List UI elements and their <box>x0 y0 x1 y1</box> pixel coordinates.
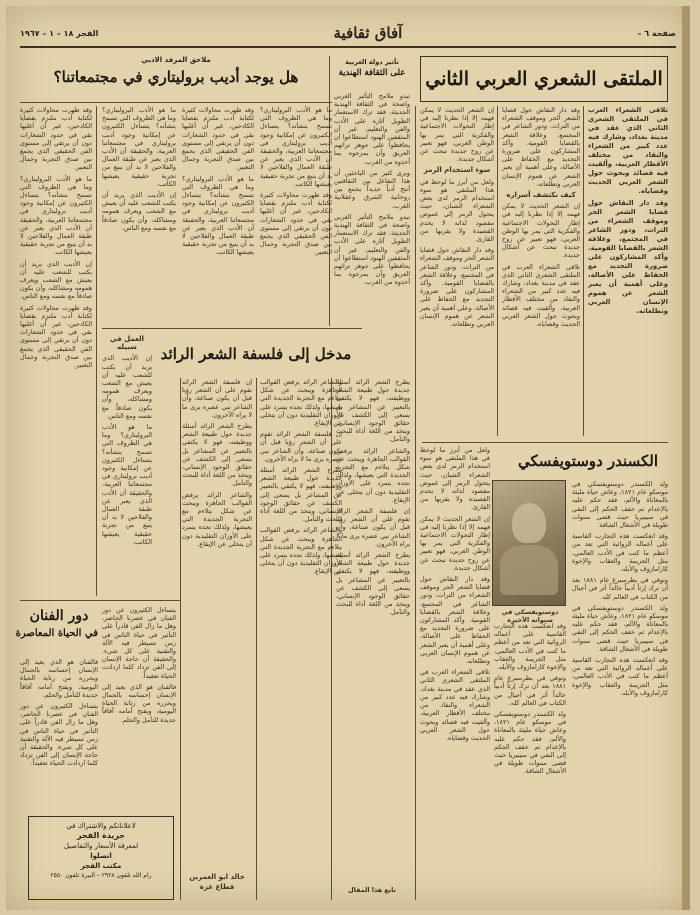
proletarian-body-col-2: وقد ظهرت محاولات كثيرة لكتابة أدب ملتزم بقضايا الكادحين، غير أن أغلبها بقي في حدود الشعارات دون أن يرتقي إلى مستوى الفن الحقيقي الذي يجمع بين صدق التجربة وجمال التعبير. ما هو الأدب البروليتاري؟ وما هي الظروف التي تسمح بنشأته؟ يتساءل الكثيرون عن إمكانية وجود أديب بروليتاري في مجتمعاتنا العربية، والحقيقة أن الأدب الذي يعبر عن طبقة العمال والفلاحين لا بد أن ينبع من تجربة حقيقية يعيشها الكاتب. <box>182 106 254 257</box>
page-number: صفحة ٦ – <box>637 28 676 38</box>
newspaper-page <box>6 6 690 910</box>
artist-role-headline-2: في الحياة المعاصرة <box>15 628 98 639</box>
proletarian-headline: هل يوجد أديب بروليتاري في مجتمعاتنا؟ <box>53 68 299 86</box>
proletarian-body-col-5: العمل في سبيله إن الأديب الذي يريد أن يكتب للشعب عليه أن يعيش مع الشعب ويعرف همومه ومشاكله، وأن يكون صادقاً مع نفسه ومع الناس. ما هو الأدب البروليتاري؟ وما هي الظروف التي تسمح بنشأته؟ يتساءل الكثيرون عن إمكانية وجود أديب بروليتاري في مجتمعاتنا العربية، والحقيقة أن الأدب الذي يعبر عن طبقة العمال والفلاحين لا بد أن ينبع من تجربة حقيقية يعيشها الكاتب. <box>102 335 152 546</box>
poetry-subhead-secrets: كيف نكتشف أسراره <box>506 191 576 200</box>
ad-line-1: لاعلاناتكم والاشتراك في <box>66 822 136 830</box>
artist-role-headline-box <box>15 606 98 654</box>
dostoevsky-headline: الكسندر دوستويفسكي <box>518 452 658 470</box>
byline-location: قطاع غزة <box>199 883 235 891</box>
proletarian-body-col-4: وقد ظهرت محاولات كثيرة لكتابة أدب ملتزم بقضايا الكادحين، غير أن أغلبها بقي في حدود الشعارات دون أن يرتقي إلى مستوى الفن الحقيقي الذي يجمع بين صدق التجربة وجمال التعبير. ما هو الأدب البروليتاري؟ وما هي الظروف التي تسمح بنشأته؟ يتساءل الكثيرون عن إمكانية وجود أديب بروليتاري في مجتمعاتنا العربية، والحقيقة أن الأدب الذي يعبر عن طبقة العمال والفلاحين لا بد أن ينبع من تجربة حقيقية يعيشها الكاتب. إن الأديب الذي يريد أن يكتب للشعب عليه أن يعيش مع الشعب ويعرف همومه ومشاكله، وأن يكون صادقاً مع نفسه ومع الناس. وقد ظهرت محاولات كثيرة لكتابة أدب ملتزم بقضايا الكادحين، غير أن أغلبها بقي في حدود الشعارات دون أن يرتقي إلى مستوى الفن الحقيقي الذي يجمع بين صدق التجربة وجمال التعبير. <box>20 106 92 370</box>
artist-role-body-col-1: يتساءل الكثيرون عن دور الفنان في عصرنا الحاضر، وهل ما زال الفن قادراً على التأثير في حياة الناس في زمن تسيطر فيه الآلة والتقنية على كل شيء. والحقيقة أن حاجة الإنسان إلى الفن تزداد كلما ازدادت الحياة تعقيداً. فالفنان هو الذي يعيد إلى الإنسان إحساسه بالجمال ويحرره من رتابة الحياة اليومية، ويفتح أمامه آفاقاً جديدة للتأمل والحلم. <box>102 606 176 724</box>
newspaper-advertisement-box <box>28 816 174 900</box>
issue-date: الفجر ١٨ – ١ – ١٩٦٧ <box>20 28 99 38</box>
section-title: آفاق ثقافية <box>333 24 403 42</box>
proletarian-body-col-1: ما هو الأدب البروليتاري؟ وما هي الظروف التي تسمح بنشأته؟ يتساءل الكثيرون عن إمكانية وجود أديب بروليتاري في مجتمعاتنا العربية، والحقيقة أن الأدب الذي يعبر عن طبقة العمال والفلاحين لا بد أن ينبع من تجربة حقيقية يعيشها الكاتب. وقد ظهرت محاولات كثيرة لكتابة أدب ملتزم بقضايا الكادحين، غير أن أغلبها بقي في حدود الشعارات دون أن يرتقي إلى مستوى الفن الحقيقي الذي يجمع بين صدق التجربة وجمال التعبير. <box>260 106 332 257</box>
ad-line-6-7: رام الله تلفون ٢٩٢٨ – البيرة تلفون ٢٥٥٠ <box>50 872 152 879</box>
proletarian-writer-headline-box <box>20 56 332 100</box>
ad-line-5: مكتب الفجر <box>80 862 122 870</box>
proletarian-body-col-3: ما هو الأدب البروليتاري؟ وما هي الظروف التي تسمح بنشأته؟ يتساءل الكثيرون عن إمكانية وجود أديب بروليتاري في مجتمعاتنا العربية، والحقيقة أن الأدب الذي يعبر عن طبقة العمال والفلاحين لا بد أن ينبع من تجربة حقيقية يعيشها الكاتب. إن الأديب الذي يريد أن يكتب للشعب عليه أن يعيش مع الشعب ويعرف همومه ومشاكله، وأن يكون صادقاً مع نفسه ومع الناس. <box>102 106 176 232</box>
proletarian-kicker: ملاحق المرفد الادبي <box>141 56 211 64</box>
philosophy-body-col-2: والشاعر الرائد يرفض القوالب الجاهزة ويبحث عن شكل يتلاءم مع التجربة الجديدة التي يعيشها، ولذلك نجده يتمرد على الأوزان التقليدية دون أن يتخلى عن الإيقاع. إن فلسفة الشعر الرائد تقوم على أن الشعر رؤيا قبل أن يكون صناعة، وأن الشاعر نبي عصره يرى ما لا يراه الآخرون. يطرح الشعر الرائد أسئلة جديدة حول طبيعة الشعر ووظيفته، فهو لا يكتفي بالتعبير عن المشاعر بل يسعى إلى الكشف عن حقائق الوجود الإنساني، ويتخذ من اللغة أداة للبحث والتأمل. والشاعر الرائد يرفض القوالب الجاهزة ويبحث عن شكل يتلاءم مع التجربة الجديدة التي يعيشها، ولذلك نجده يتمرد على الأوزان التقليدية دون أن يتخلى عن الإيقاع. <box>260 378 342 576</box>
byline-author <box>182 872 252 898</box>
indian-culture-body: تبدو ملامح التأثير الغربي واضحة في الثقافة الهندية الحديثة، فقد ترك الاستعمار الطويل آثاره على الأدب والفن والتعليم، غير أن المثقفين الهنود استطاعوا أن يحافظوا على جوهر تراثهم العريق وأن يمزجوه بما أخذوه من الغرب. ويرى كثير من الباحثين أن هذا التفاعل بين الثقافتين أنتج أدباً جديداً يجمع بين روحانية الشرق وعقلانية الغرب. تبدو ملامح التأثير الغربي واضحة في الثقافة الهندية الحديثة، فقد ترك الاستعمار الطويل آثاره على الأدب والفن والتعليم، غير أن المثقفين الهنود استطاعوا أن يحافظوا على جوهر تراثهم العريق وأن يمزجوه بما أخذوه من الغرب. <box>334 92 410 287</box>
philosophy-body-col-1: يطرح الشعر الرائد أسئلة جديدة حول طبيعة الشعر ووظيفته، فهو لا يكتفي بالتعبير عن المشاعر بل يسعى إلى الكشف عن حقائق الوجود الإنساني، ويتخذ من اللغة أداة للبحث والتأمل. والشاعر الرائد يرفض القوالب الجاهزة ويبحث عن شكل يتلاءم مع التجربة الجديدة التي يعيشها، ولذلك نجده يتمرد على الأوزان التقليدية دون أن يتخلى عن الإيقاع. إن فلسفة الشعر الرائد تقوم على أن الشعر رؤيا قبل أن يكون صناعة، وأن الشاعر نبي عصره يرى ما لا يراه الآخرون. يطرح الشعر الرائد أسئلة جديدة حول طبيعة الشعر ووظيفته، فهو لا يكتفي بالتعبير عن المشاعر بل يسعى إلى الكشف عن حقائق الوجود الإنساني، ويتخذ من اللغة أداة للبحث والتأمل. <box>336 378 410 617</box>
footer-continuation-note: تابع هذا المقال <box>348 886 396 894</box>
dostoevsky-body-col-1: ولد الكسندر دوستويفسكي في موسكو عام ١٨٢١، وعاش حياة مليئة بالمعاناة والألم، فقد حكم عليه بالإعدام ثم خفف الحكم إلى النفي في سيبيريا حيث قضى سنوات طويلة في الأشغال الشاقة. وقد انعكست هذه التجارب القاسية على أعماله الروائية التي تعد من أعظم ما كتب في الأدب العالمي، مثل الجريمة والعقاب والإخوة كارامازوف والأبله. وتوفي في بطرسبرغ عام ١٨٨١ بعد أن ترك إرثاً أدبياً خالداً أثر في أجيال من الكتاب في العالم كله. ولد الكسندر دوستويفسكي في موسكو عام ١٨٢١، وعاش حياة مليئة بالمعاناة والألم، فقد حكم عليه بالإعدام ثم خفف الحكم إلى النفي في سيبيريا حيث قضى سنوات طويلة في الأشغال الشاقة. وقد انعكست هذه التجارب القاسية على أعماله الروائية التي تعد من أعظم ما كتب في الأدب العالمي، مثل الجريمة والعقاب والإخوة كارامازوف والأبله. <box>572 480 668 697</box>
ad-line-6: رام الله تلفون ٢٩٢٨ <box>101 872 152 879</box>
proletarian-subhead: العمل في سبيله <box>109 335 145 352</box>
poetry-conference-body-col-2: وقد دار النقاش حول قضايا الشعر الحر وموقف الشعراء من التراث، ودور الشاعر في المجتمع، وعلاقة الشعر بالقضايا القومية. وأكد المشاركون على ضرورة التجديد مع الحفاظ على الأصالة، وعلى أهمية أن يعبر الشعر عن هموم الإنسان العربي وتطلعاته. كيف نكتشف أسراره إن الشعر الحديث لا يمكن فهمه إلا إذا نظرنا إليه في إطار التحولات الاجتماعية والفكرية التي يمر بها الوطن العربي، فهو تعبير عن روح جديدة تبحث عن أشكال جديدة. تلاقى الشعراء العرب في الملتقى الشعري الثاني الذي عقد في مدينة بغداد، وشارك فيه عدد كبير من الشعراء والنقاد من مختلف الأقطار العربية، وألقيت فيه قصائد وبحوث حول الشعر العربي الحديث وقضاياه. <box>502 106 580 329</box>
poetry-conference-headline-box <box>420 56 668 102</box>
artist-role-body-col-2: فالفنان هو الذي يعيد إلى الإنسان إحساسه بالجمال ويحرره من رتابة الحياة اليومية، ويفتح أمامه آفاقاً جديدة للتأمل والحلم. يتساءل الكثيرون عن دور الفنان في عصرنا الحاضر، وهل ما زال الفن قادراً على التأثير في حياة الناس في زمن تسيطر فيه الآلة والتقنية على كل شيء. والحقيقة أن حاجة الإنسان إلى الفن تزداد كلما ازدادت الحياة تعقيداً. <box>20 658 98 768</box>
dostoevsky-photo-caption: دوستويفسكي في سنواته الأخيرة <box>501 608 559 625</box>
poetry-conference-body-col-4: ولعل من أبرز ما لوحظ في هذا الملتقى هو سوء استخدام الرمز لدى بعض الشعراء الشبان، حيث يتحول الرمز إلى غموض مقصود لذاته لا يخدم القصيدة ولا يقربها من القارئ. إن الشعر الحديث لا يمكن فهمه إلا إذا نظرنا إليه في إطار التحولات الاجتماعية والفكرية التي يمر بها الوطن العربي، فهو تعبير عن روح جديدة تبحث عن أشكال جديدة. وقد دار النقاش حول قضايا الشعر الحر وموقف الشعراء من التراث، ودور الشاعر في المجتمع، وعلاقة الشعر بالقضايا القومية. وأكد المشاركون على ضرورة التجديد مع الحفاظ على الأصالة، وعلى أهمية أن يعبر الشعر عن هموم الإنسان العربي وتطلعاته. تلاقى الشعراء العرب في الملتقى الشعري الثاني الذي عقد في مدينة بغداد، وشارك فيه عدد كبير من الشعراء والنقاد من مختلف الأقطار العربية، وألقيت فيه قصائد وبحوث حول الشعر العربي الحديث وقضاياه. <box>420 446 490 742</box>
page-binding-edge <box>682 6 690 910</box>
poetry-conference-lead: تلاقى الشعراء العرب في الملتقى الشعري الثاني الذي عقد في مدينة بغداد، وشارك فيه عدد كبير من الشعراء والنقاد من مختلف الأقطار العربية، وألقيت فيه قصائد وبحوث حول الشعر العربي الحديث وقضاياه. وقد دار النقاش حول قضايا الشعر الحر وموقف الشعراء من التراث، ودور الشاعر في المجتمع، وعلاقة الشعر بالقضايا القومية. وأكد المشاركون على ضرورة التجديد مع الحفاظ على الأصالة، وعلى أهمية أن يعبر الشعر عن هموم الإنسان العربي وتطلعاته. <box>588 106 668 315</box>
poetry-conference-body-col-3: إن الشعر الحديث لا يمكن فهمه إلا إذا نظرنا إليه في إطار التحولات الاجتماعية والفكرية التي يمر بها الوطن العربي، فهو تعبير عن روح جديدة تبحث عن أشكال جديدة. سوء استخدام الرمز ولعل من أبرز ما لوحظ في هذا الملتقى هو سوء استخدام الرمز لدى بعض الشعراء الشبان، حيث يتحول الرمز إلى غموض مقصود لذاته لا يخدم القصيدة ولا يقربها من القارئ. وقد دار النقاش حول قضايا الشعر الحر وموقف الشعراء من التراث، ودور الشاعر في المجتمع، وعلاقة الشعر بالقضايا القومية. وأكد المشاركون على ضرورة التجديد مع الحفاظ على الأصالة، وعلى أهمية أن يعبر الشعر عن هموم الإنسان العربي وتطلعاته. <box>420 106 494 329</box>
philosophy-headline: مدخل إلى فلسفة الشعر الرائد <box>160 345 352 363</box>
dostoevsky-portrait-photo <box>492 480 566 606</box>
dostoevsky-body-col-2: وقد انعكست هذه التجارب القاسية على أعماله الروائية التي تعد من أعظم ما كتب في الأدب العالمي، مثل الجريمة والعقاب والإخوة كارامازوف والأبله. وتوفي في بطرسبرغ عام ١٨٨١ بعد أن ترك إرثاً أدبياً خالداً أثر في أجيال من الكتاب في العالم كله. ولد الكسندر دوستويفسكي في موسكو عام ١٨٢١، وعاش حياة مليئة بالمعاناة والألم، فقد حكم عليه بالإعدام ثم خفف الحكم إلى النفي في سيبيريا حيث قضى سنوات طويلة في الأشغال الشاقة. <box>494 622 566 776</box>
philosophy-headline-box <box>156 336 356 372</box>
philosophy-body-col-3: إن فلسفة الشعر الرائد تقوم على أن الشعر رؤيا قبل أن يكون صناعة، وأن الشاعر نبي عصره يرى ما لا يراه الآخرون. يطرح الشعر الرائد أسئلة جديدة حول طبيعة الشعر ووظيفته، فهو لا يكتفي بالتعبير عن المشاعر بل يسعى إلى الكشف عن حقائق الوجود الإنساني، ويتخذ من اللغة أداة للبحث والتأمل. والشاعر الرائد يرفض القوالب الجاهزة ويبحث عن شكل يتلاءم مع التجربة الجديدة التي يعيشها، ولذلك نجده يتمرد على الأوزان التقليدية دون أن يتخلى عن الإيقاع. <box>182 378 252 548</box>
page-header <box>20 20 676 48</box>
indian-culture-kicker: تأثير دولة الغربية <box>345 58 399 66</box>
indian-culture-headline: على الثقافة الهندية <box>338 68 406 78</box>
byline-author-name: خالد ابو العمرين <box>189 873 245 881</box>
dostoevsky-headline-box <box>508 446 668 476</box>
ad-line-3: لمعرفة الأسعار والتفاصيل <box>63 842 139 850</box>
artist-role-headline-1: دور الفنان <box>29 608 89 624</box>
ad-line-7: البيرة تلفون ٢٥٥٠ <box>50 872 95 879</box>
ad-line-2: جريدة الفجر <box>76 831 126 840</box>
ad-line-4: اتصلوا <box>90 852 112 860</box>
poetry-conference-headline: الملتقى الشعري العربي الثاني <box>425 68 663 90</box>
poetry-subhead-symbol: سوء استخدام الرمز <box>423 166 491 175</box>
indian-culture-header <box>334 58 410 88</box>
